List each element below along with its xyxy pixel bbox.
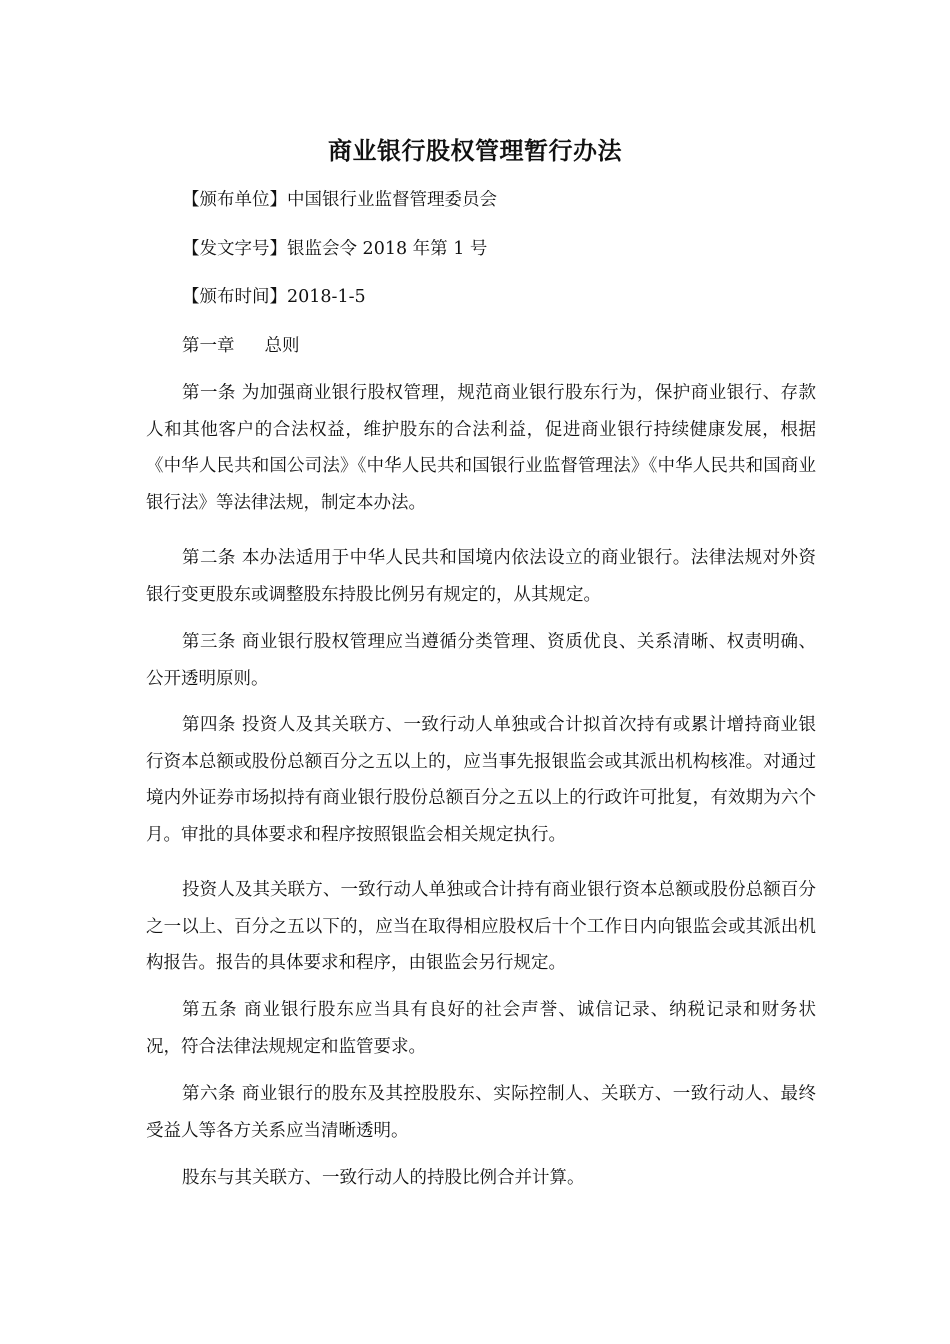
article-5: 第五条 商业银行股东应当具有良好的社会声誉、诚信记录、纳税记录和财务状况，符合法律法规规定和监管要求。: [146, 1000, 816, 1057]
chapter-number: 第一章: [182, 336, 235, 356]
document-title: 商业银行股权管理暂行办法: [328, 136, 622, 165]
meta-label: 【颁布时间】: [182, 287, 287, 307]
article-4-paragraph-2: 投资人及其关联方、一致行动人单独或合计持有商业银行资本总额或股份总额百分之一以上、百分之五以下的，应当在取得相应股权后十个工作日内向银监会或其派出机构报告。报告的具体要求和程序，由银监会另行规定。: [146, 880, 816, 973]
meta-issue-date: [146, 279, 816, 316]
chapter-title: 总则: [264, 336, 300, 356]
meta-issuing-authority: [146, 182, 816, 219]
meta-value: 银监会令 2018 年第 1 号: [287, 239, 488, 259]
meta-label: 【颁布单位】: [182, 190, 287, 210]
meta-document-number: [146, 231, 816, 268]
article-1: 第一条 为加强商业银行股权管理，规范商业银行股东行为，保护商业银行、存款人和其他客户的合法权益，维护股东的合法利益，促进商业银行持续健康发展，根据《中华人民共和国公司法》《中华人民共和国银行业监督管理法》《中华人民共和国商业银行法》等法律法规，制定本办法。: [146, 383, 816, 513]
article-2: 第二条 本办法适用于中华人民共和国境内依法设立的商业银行。法律法规对外资银行变更股东或调整股东持股比例另有规定的，从其规定。: [146, 548, 816, 605]
article-4: 第四条 投资人及其关联方、一致行动人单独或合计拟首次持有或累计增持商业银行资本总额或股份总额百分之五以上的，应当事先报银监会或其派出机构核准。对通过境内外证券市场拟持有商业银行股份总额百分之五以上的行政许可批复，有效期为六个月。审批的具体要求和程序按照银监会相关规定执行。: [146, 715, 816, 845]
meta-value: 2018-1-5: [287, 287, 366, 307]
meta-label: 【发文字号】: [182, 239, 287, 259]
article-6-paragraph-2: 股东与其关联方、一致行动人的持股比例合并计算。: [182, 1168, 585, 1188]
meta-value: 中国银行业监督管理委员会: [287, 190, 497, 210]
chapter-heading: [146, 328, 816, 365]
article-3: 第三条 商业银行股权管理应当遵循分类管理、资质优良、关系清晰、权责明确、公开透明原则。: [146, 632, 816, 689]
article-6: 第六条 商业银行的股东及其控股股东、实际控制人、关联方、一致行动人、最终受益人等各方关系应当清晰透明。: [146, 1084, 816, 1141]
